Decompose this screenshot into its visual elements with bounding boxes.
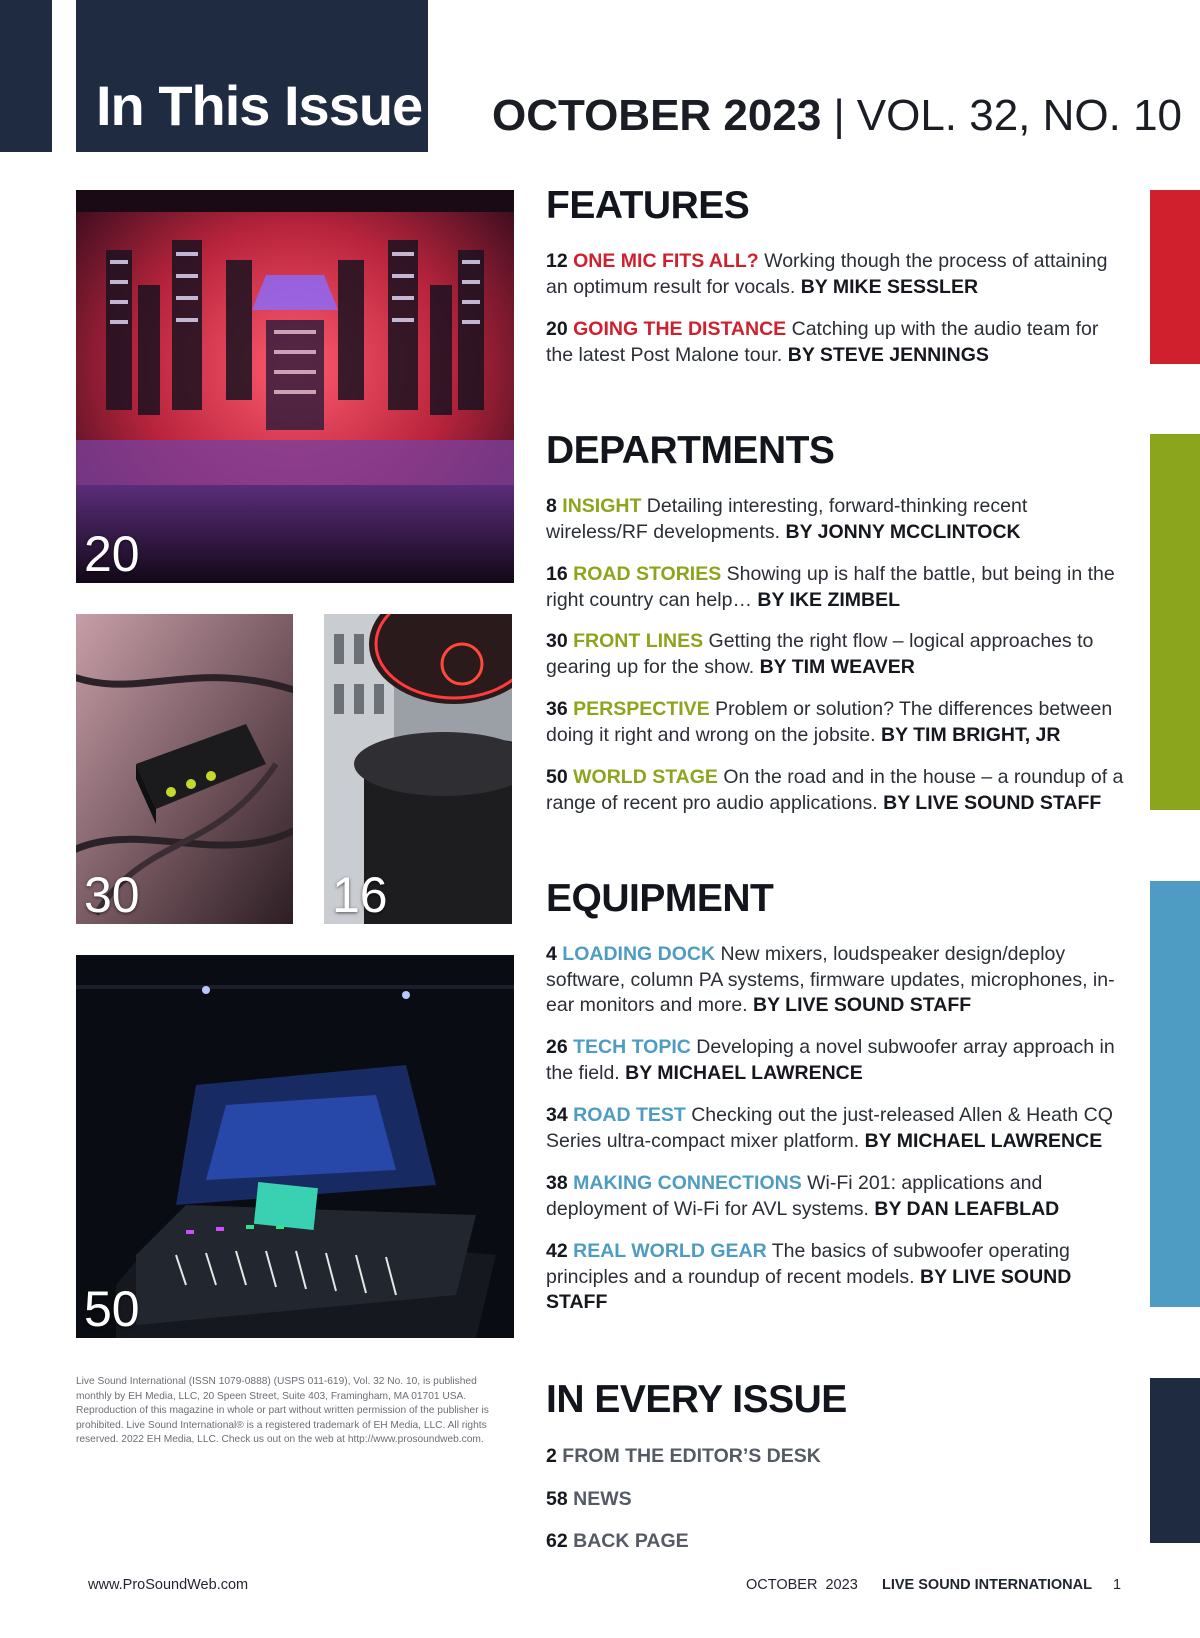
- issue-month: OCTOBER 2023: [492, 91, 822, 140]
- title-box: [76, 0, 428, 152]
- entry-page: 20: [546, 318, 568, 340]
- departments-heading: DEPARTMENTS: [546, 429, 835, 472]
- toc-entry[interactable]: [546, 562, 1126, 613]
- entry-byline: BY LIVE SOUND STAFF: [546, 1265, 1072, 1313]
- entry-page: 16: [546, 563, 568, 585]
- photo-concert-stage: [76, 190, 514, 583]
- departments-color-tab: [1150, 434, 1200, 810]
- entry-byline: BY DAN LEAFBLAD: [874, 1197, 1060, 1220]
- toc-entry[interactable]: [546, 629, 1126, 680]
- entry-description: Catching up with the audio team for the latest Post Malone tour.: [546, 318, 1099, 366]
- entry-description: Developing a novel subwoofer array approach in the field.: [546, 1036, 1115, 1084]
- entry-byline: BY MICHAEL LAWRENCE: [864, 1129, 1103, 1152]
- toc-entry[interactable]: [546, 942, 1126, 1019]
- entry-description: Working though the process of attaining an optimum result for vocals.: [546, 250, 1108, 298]
- entry-byline: BY TIM WEAVER: [759, 655, 915, 678]
- toc-entry[interactable]: [546, 697, 1126, 748]
- entry-title: REAL WORLD GEAR: [573, 1240, 767, 1262]
- page-title: In This Issue: [96, 74, 423, 137]
- equipment-color-tab: [1150, 881, 1200, 1307]
- entry-title: BACK PAGE: [573, 1530, 689, 1552]
- entry-description: Problem or solution? The differences between doing it right and wrong on the jobsite.: [546, 698, 1113, 746]
- entry-title: LOADING DOCK: [562, 943, 716, 965]
- toc-entry[interactable]: [546, 1035, 1126, 1086]
- toc-entry[interactable]: [546, 249, 1126, 300]
- entry-description: Wi-Fi 201: applications and deployment of Wi-Fi for AVL systems.: [546, 1172, 1043, 1220]
- photo-hard-rock-cafe: [324, 614, 512, 924]
- photo-page-number: 30: [84, 867, 140, 923]
- entry-page: 38: [546, 1172, 568, 1194]
- entry-page: 8: [546, 495, 557, 517]
- toc-entry[interactable]: [546, 1490, 632, 1510]
- entry-page: 62: [546, 1530, 568, 1552]
- every-issue-color-tab: [1150, 1378, 1200, 1543]
- entry-title: ROAD STORIES: [573, 563, 722, 585]
- header-accent-bar: [0, 0, 52, 152]
- entry-page: 4: [546, 943, 557, 965]
- entry-title: WORLD STAGE: [573, 766, 718, 788]
- entry-page: 50: [546, 766, 568, 788]
- entry-byline: BY JONNY MCCLINTOCK: [785, 520, 1021, 543]
- equipment-heading: EQUIPMENT: [546, 877, 774, 920]
- entry-byline: BY MICHAEL LAWRENCE: [625, 1061, 863, 1084]
- entry-title: INSIGHT: [562, 495, 642, 517]
- toc-entry[interactable]: [546, 1103, 1126, 1154]
- entry-page: 36: [546, 698, 568, 720]
- entry-title: ONE MIC FITS ALL?: [573, 250, 759, 272]
- issue-volume: VOL. 32, NO. 10: [856, 91, 1183, 140]
- entry-page: 42: [546, 1240, 568, 1262]
- photo-page-number: 16: [332, 867, 388, 923]
- entry-title: MAKING CONNECTIONS: [573, 1172, 802, 1194]
- entry-title: PERSPECTIVE: [573, 698, 710, 720]
- toc-entry[interactable]: [546, 765, 1126, 816]
- entry-byline: BY LIVE SOUND STAFF: [883, 791, 1102, 814]
- entry-title: FROM THE EDITOR’S DESK: [562, 1445, 821, 1467]
- entry-title: FRONT LINES: [573, 630, 704, 652]
- photo-cables: [76, 614, 293, 924]
- footer-website[interactable]: www.ProSoundWeb.com: [88, 1577, 249, 1593]
- entry-title: TECH TOPIC: [573, 1036, 691, 1058]
- entry-description: Detailing interesting, forward-thinking recent wireless/RF developments.: [546, 495, 1028, 543]
- footer-publication: LIVE SOUND INTERNATIONAL: [882, 1577, 1092, 1593]
- footer-date: OCTOBER 2023: [746, 1577, 858, 1593]
- toc-entry[interactable]: [546, 1171, 1126, 1222]
- entry-page: 12: [546, 250, 568, 272]
- entry-page: 30: [546, 630, 568, 652]
- features-color-tab: [1150, 190, 1200, 364]
- toc-entry[interactable]: [546, 317, 1126, 368]
- issue-info: [492, 91, 1183, 140]
- entry-byline: BY MIKE SESSLER: [800, 275, 979, 298]
- toc-entry[interactable]: [546, 494, 1126, 545]
- entry-page: 58: [546, 1488, 568, 1510]
- entry-page: 26: [546, 1036, 568, 1058]
- features-heading: FEATURES: [546, 184, 750, 227]
- entry-title: ROAD TEST: [573, 1104, 686, 1126]
- legal-notice: Live Sound International (ISSN 1079-0888) (USPS 011-619), Vol. 32 No. 10, is published monthly by EH Media, LLC, 20 Speen Street, Suite 403, Framingham, MA 01701 USA. Reproduction of this magazine in whole or part without written permission of the publisher is prohibited. Live Sound International® is a registered trademark of EH Media, LLC. All rights reserved. 2022 EH Media, LLC. Check us out on the web at http://www.prosoundweb.com.: [76, 1376, 489, 1445]
- entry-page: 34: [546, 1104, 568, 1126]
- entry-byline: BY LIVE SOUND STAFF: [753, 994, 972, 1016]
- entry-page: 2: [546, 1445, 557, 1467]
- photo-page-number: 50: [84, 1281, 140, 1337]
- entry-title: GOING THE DISTANCE: [573, 318, 787, 340]
- every-issue-heading: IN EVERY ISSUE: [546, 1378, 847, 1421]
- toc-entry[interactable]: [546, 1239, 1126, 1316]
- toc-entry[interactable]: [546, 1532, 689, 1552]
- entry-description: On the road and in the house – a roundup of a range of recent pro audio applications.: [546, 766, 1124, 814]
- entry-byline: BY IKE ZIMBEL: [757, 588, 901, 611]
- entry-description: The basics of subwoofer operating principles and a roundup of recent models.: [546, 1240, 1070, 1288]
- entry-title: NEWS: [573, 1488, 632, 1510]
- mixing-console-image: [76, 955, 514, 1338]
- footer-page-number: 1: [1113, 1577, 1122, 1593]
- entry-byline: BY TIM BRIGHT, JR: [880, 723, 1061, 746]
- photo-page-number: 20: [84, 526, 140, 582]
- entry-byline: BY STEVE JENNINGS: [787, 343, 989, 366]
- entry-description: Showing up is half the battle, but being in the right country can help…: [546, 563, 1115, 611]
- entry-description: Checking out the just-released Allen & Heath CQ Series ultra-compact mixer platform.: [546, 1104, 1113, 1152]
- issue-separator: |: [833, 91, 845, 140]
- concert-stage-image: [76, 190, 514, 583]
- entry-description: New mixers, loudspeaker design/deploy software, column PA systems, firmware updates, microphones, in-ear monitors and more.: [546, 943, 1115, 1016]
- toc-entry[interactable]: [546, 1447, 821, 1467]
- photo-mixer-console: [76, 955, 514, 1338]
- entry-description: Getting the right flow – logical approaches to gearing up for the show.: [546, 630, 1094, 678]
